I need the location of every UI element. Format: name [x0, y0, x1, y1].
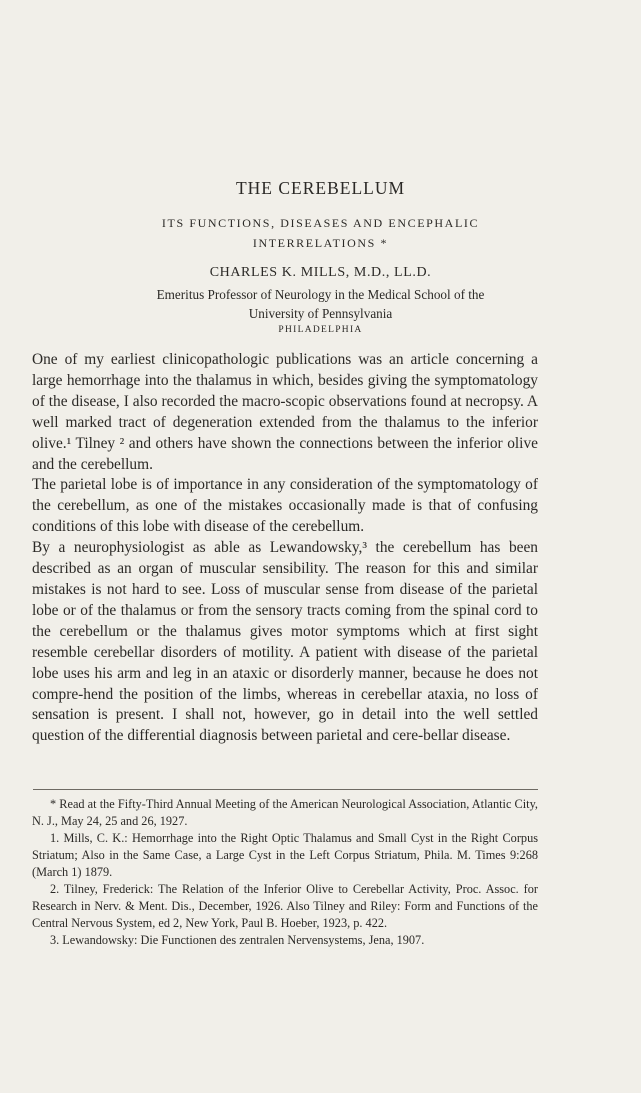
- subtitle-line-1: ITS FUNCTIONS, DISEASES AND ENCEPHALIC: [161, 216, 480, 230]
- article-title: THE CEREBELLUM: [235, 178, 406, 198]
- body-paragraph-3: By a neurophysiologist as able as Lewandowsky,³ the cerebellum has been described as an organ of muscular sensibility. The reason for this and similar mistakes is not hard to see. Loss of muscular sense from disease of the parietal lobe or of the thalamus or from the sensory tracts coming from the spinal cord to the cerebellum or the thalamus gives motor symptoms which at first sight resemble cerebellar disorders of motility. A patient with disease of the parietal lobe uses his arm and leg in an ataxic or disorderly manner, because he does not compre-hend the position of the limbs, whereas in cerebellar ataxia, no loss of sensation is present. I shall not, however, go in detail into the well settled question of the differential diagnosis between parietal and cere-bellar disease.: [32, 539, 538, 745]
- footnote-2: 2. Tilney, Frederick: The Relation of the Inferior Olive to Cerebellar Activity, Proc. Assoc. for Research in Nerv. & Ment. Dis., December, 1926. Also Tilney and Riley: Form and Functions of the Central Nervous System, ed 2, New York, Paul B. Hoeber, 1923, p. 422.: [32, 882, 538, 930]
- footnote-divider: [33, 789, 538, 790]
- footnote-1: 1. Mills, C. K.: Hemorrhage into the Right Optic Thalamus and Small Cyst in the Right Corpus Striatum; Also in the Same Case, a Large Cyst in the Left Corpus Striatum, Phila. M. Times 9:268 (March 1) 1879.: [32, 831, 538, 879]
- article-subtitle: [60, 213, 581, 253]
- affiliation-line-2: University of Pennsylvania: [248, 306, 393, 321]
- subtitle-line-2: INTERRELATIONS *: [252, 236, 389, 250]
- footnotes: [32, 796, 538, 949]
- footnote-star: * Read at the Fifty-Third Annual Meeting of the American Neurological Association, Atlantic City, N. J., May 24, 25 and 26, 1927.: [32, 797, 538, 828]
- footnote-3: 3. Lewandowsky: Die Functionen des zentralen Nervensystems, Jena, 1907.: [50, 933, 425, 947]
- author-name: CHARLES K. MILLS, M.D., LL.D.: [209, 265, 432, 280]
- article-body: [32, 350, 538, 747]
- body-paragraph-2: The parietal lobe is of importance in any consideration of the symptomatology of the cerebellum, as one of the mistakes occasionally made is that of confusing conditions of this lobe with disease of the cerebellum.: [32, 476, 538, 536]
- author-affiliation: [70, 285, 571, 323]
- author-city: PHILADELPHIA: [278, 325, 363, 335]
- affiliation-line-1: Emeritus Professor of Neurology in the Medical School of the: [156, 287, 485, 302]
- body-paragraph-1: One of my earliest clinicopathologic publications was an article concerning a large hemorrhage into the thalamus in which, besides giving the symptomatology of the disease, I also recorded the macro-scopic observations found at necropsy. A well marked tract of degeneration extended from the thalamus to the inferior olive.¹ Tilney ² and others have shown the connections between the inferior olive and the cerebellum.: [32, 351, 538, 473]
